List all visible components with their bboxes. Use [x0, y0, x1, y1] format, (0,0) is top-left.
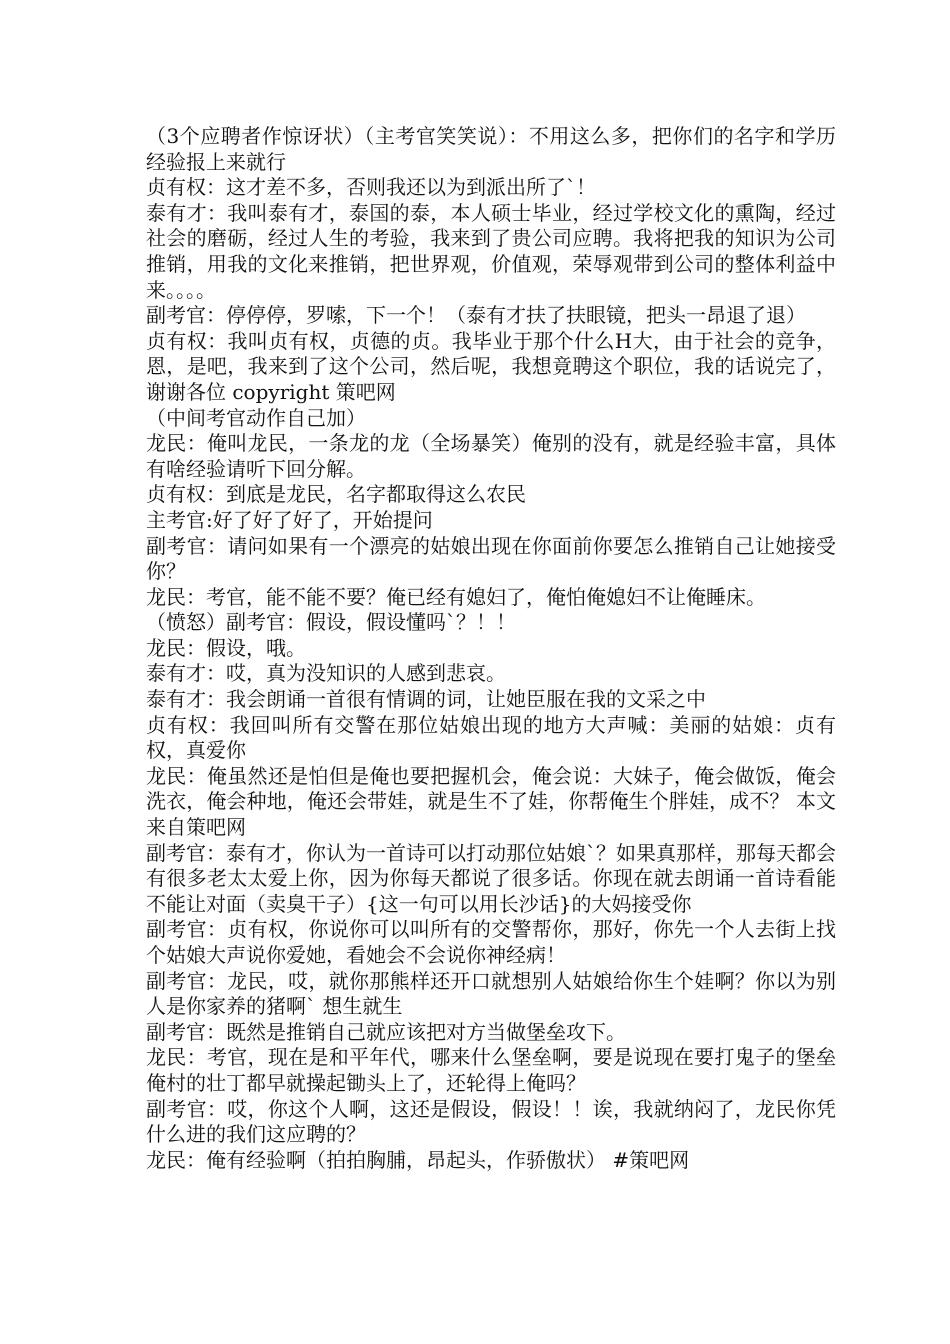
paragraph-18: 副考官：泰有才，你认为一首诗可以打动那位姑娘`？如果真那样，那每天都会有很多老太太爱上你，因为你每天都说了很多话。你现在就去朗诵一首诗看能不能让对面（卖臭干子）{这一句可以用长沙话}的大妈接受你 — [146, 840, 836, 916]
paragraph-12: （愤怒）副考官：假设，假设懂吗`？！！ — [146, 610, 516, 635]
paragraph-21: 副考官：既然是推销自己就应该把对方当做堡垒攻下。 — [146, 1019, 626, 1044]
paragraph-13: 龙民：假设，哦。 — [146, 635, 306, 660]
paragraph-16: 贞有权：我回叫所有交警在那位姑娘出现的地方大声喊：美丽的姑娘：贞有权，真爱你 — [146, 712, 836, 763]
paragraph-15: 泰有才：我会朗诵一首很有情调的词，让她臣服在我的文采之中 — [146, 687, 706, 712]
paragraph-1: （3个应聘者作惊讶状）（主考官笑笑说）：不用这么多，把你们的名字和学历经验报上来就行 — [146, 124, 836, 174]
paragraph-24: 龙民：俺有经验啊（拍拍胸脯，昂起头，作骄傲状） #策吧网 — [146, 1147, 690, 1172]
paragraph-4: 副考官：停停停，罗嗦，下一个！（泰有才扶了扶眼镜，把头一昂退了退） — [146, 303, 806, 328]
paragraph-6: （中间考官动作自己加） — [146, 405, 366, 430]
paragraph-11: 龙民：考官，能不能不要？俺已经有媳妇了，俺怕俺媳妇不让俺睡床。 — [146, 584, 766, 609]
paragraph-22: 龙民：考官，现在是和平年代，哪来什么堡垒啊，要是说现在要打鬼子的堡垒俺村的壮丁都早就操起锄头上了，还轮得上俺吗？ — [146, 1045, 836, 1095]
paragraph-14: 泰有才：哎，真为没知识的人感到悲哀。 — [146, 661, 506, 686]
paragraph-9: 主考官:好了好了好了，开始提问 — [146, 507, 433, 532]
paragraph-23: 副考官：哎，你这个人啊，这还是假设，假设！！诶，我就纳闷了，龙民你凭什么进的我们这应聘的？ — [146, 1096, 836, 1147]
paragraph-2: 贞有权：这才差不多，否则我还以为到派出所了`！ — [146, 175, 596, 200]
paragraph-5: 贞有权：我叫贞有权，贞德的贞。我毕业于那个什么H大，由于社会的竞争，恩，是吧，我来到了这个公司，然后呢，我想竟聘这个职位，我的话说完了，谢谢各位 copyright 策吧网 — [146, 328, 836, 404]
paragraph-20: 副考官：龙民，哎，就你那熊样还开口就想别人姑娘给你生个娃啊？你以为别人是你家养的猪啊` 想生就生 — [146, 968, 836, 1019]
script-text-body — [146, 124, 836, 1173]
paragraph-8: 贞有权：到底是龙民，名字都取得这么农民 — [146, 482, 526, 507]
paragraph-19: 副考官：贞有权，你说你可以叫所有的交警帮你，那好，你先一个人去街上找个姑娘大声说你爱她，看她会不会说你神经病！ — [146, 917, 836, 967]
paragraph-17: 龙民：俺虽然还是怕但是俺也要把握机会，俺会说：大妹子，俺会做饭，俺会洗衣，俺会种地，俺还会带娃，就是生不了娃，你帮俺生个胖娃，成不？ 本文来自策吧网 — [146, 763, 836, 840]
paragraph-3: 泰有才：我叫泰有才，泰国的泰，本人硕士毕业，经过学校文化的熏陶，经过社会的磨砺，经过人生的考验，我来到了贵公司应聘。我将把我的知识为公司推销，用我的文化来推销，把世界观，价值观，荣辱观带到公司的整体利益中来。。。。 — [146, 200, 836, 302]
paragraph-7: 龙民：俺叫龙民，一条龙的龙（全场暴笑）俺别的没有，就是经验丰富，具体有啥经验请听下回分解。 — [146, 431, 836, 481]
paragraph-10: 副考官：请问如果有一个漂亮的姑娘出现在你面前你要怎么推销自己让她接受你？ — [146, 533, 836, 584]
